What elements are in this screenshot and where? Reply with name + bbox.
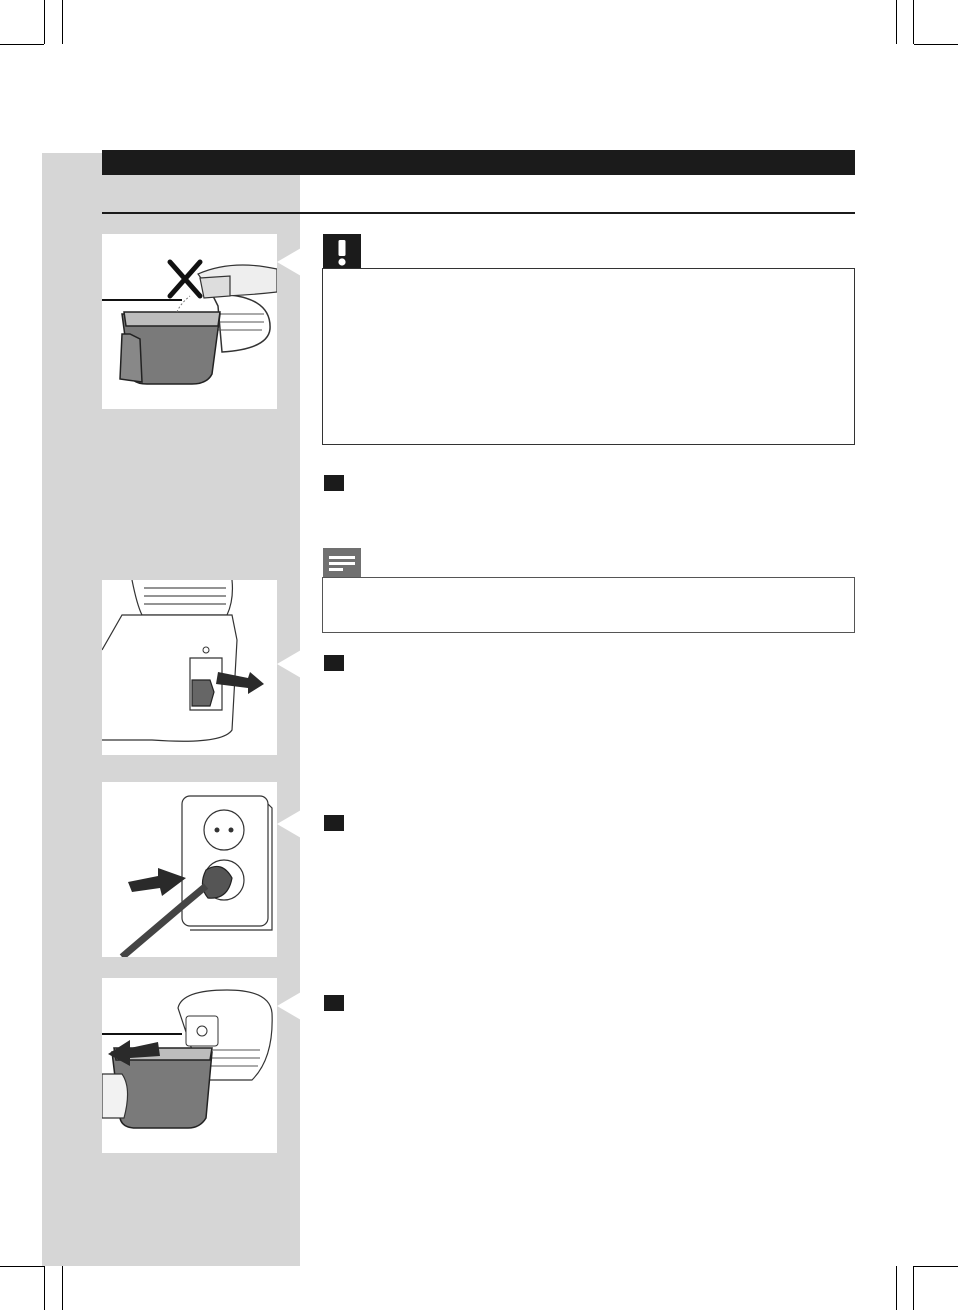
panel-pointer	[277, 992, 301, 1020]
step-marker	[324, 475, 344, 491]
crop-mark	[913, 0, 914, 44]
step-marker	[324, 815, 344, 831]
note-tab	[323, 548, 361, 578]
warning-box	[322, 268, 855, 445]
panel-pointer	[277, 248, 301, 276]
crop-mark	[0, 44, 44, 45]
crop-mark	[44, 1266, 45, 1310]
crop-mark	[896, 1266, 897, 1310]
section-header-bar	[102, 150, 855, 175]
crop-mark	[44, 0, 45, 44]
exclamation-icon	[323, 234, 361, 269]
plug-into-wall-socket-illustration	[102, 782, 277, 957]
crop-mark	[62, 1266, 63, 1310]
crop-mark	[0, 1266, 44, 1267]
crop-mark	[914, 1266, 958, 1267]
connect-cord-to-appliance-illustration	[102, 580, 277, 755]
warning-tab	[323, 234, 361, 269]
no-spray-on-basket-illustration	[102, 234, 277, 409]
panel-pointer	[277, 810, 301, 838]
step-marker	[324, 655, 344, 671]
crop-mark	[62, 0, 63, 44]
note-lines-icon	[323, 548, 361, 578]
pull-out-basket-illustration	[102, 978, 277, 1153]
note-box	[322, 577, 855, 633]
panel-pointer	[277, 650, 301, 678]
step-marker	[324, 995, 344, 1011]
section-divider	[102, 212, 855, 214]
crop-mark	[896, 0, 897, 44]
crop-mark	[913, 1266, 914, 1310]
crop-mark	[914, 44, 958, 45]
